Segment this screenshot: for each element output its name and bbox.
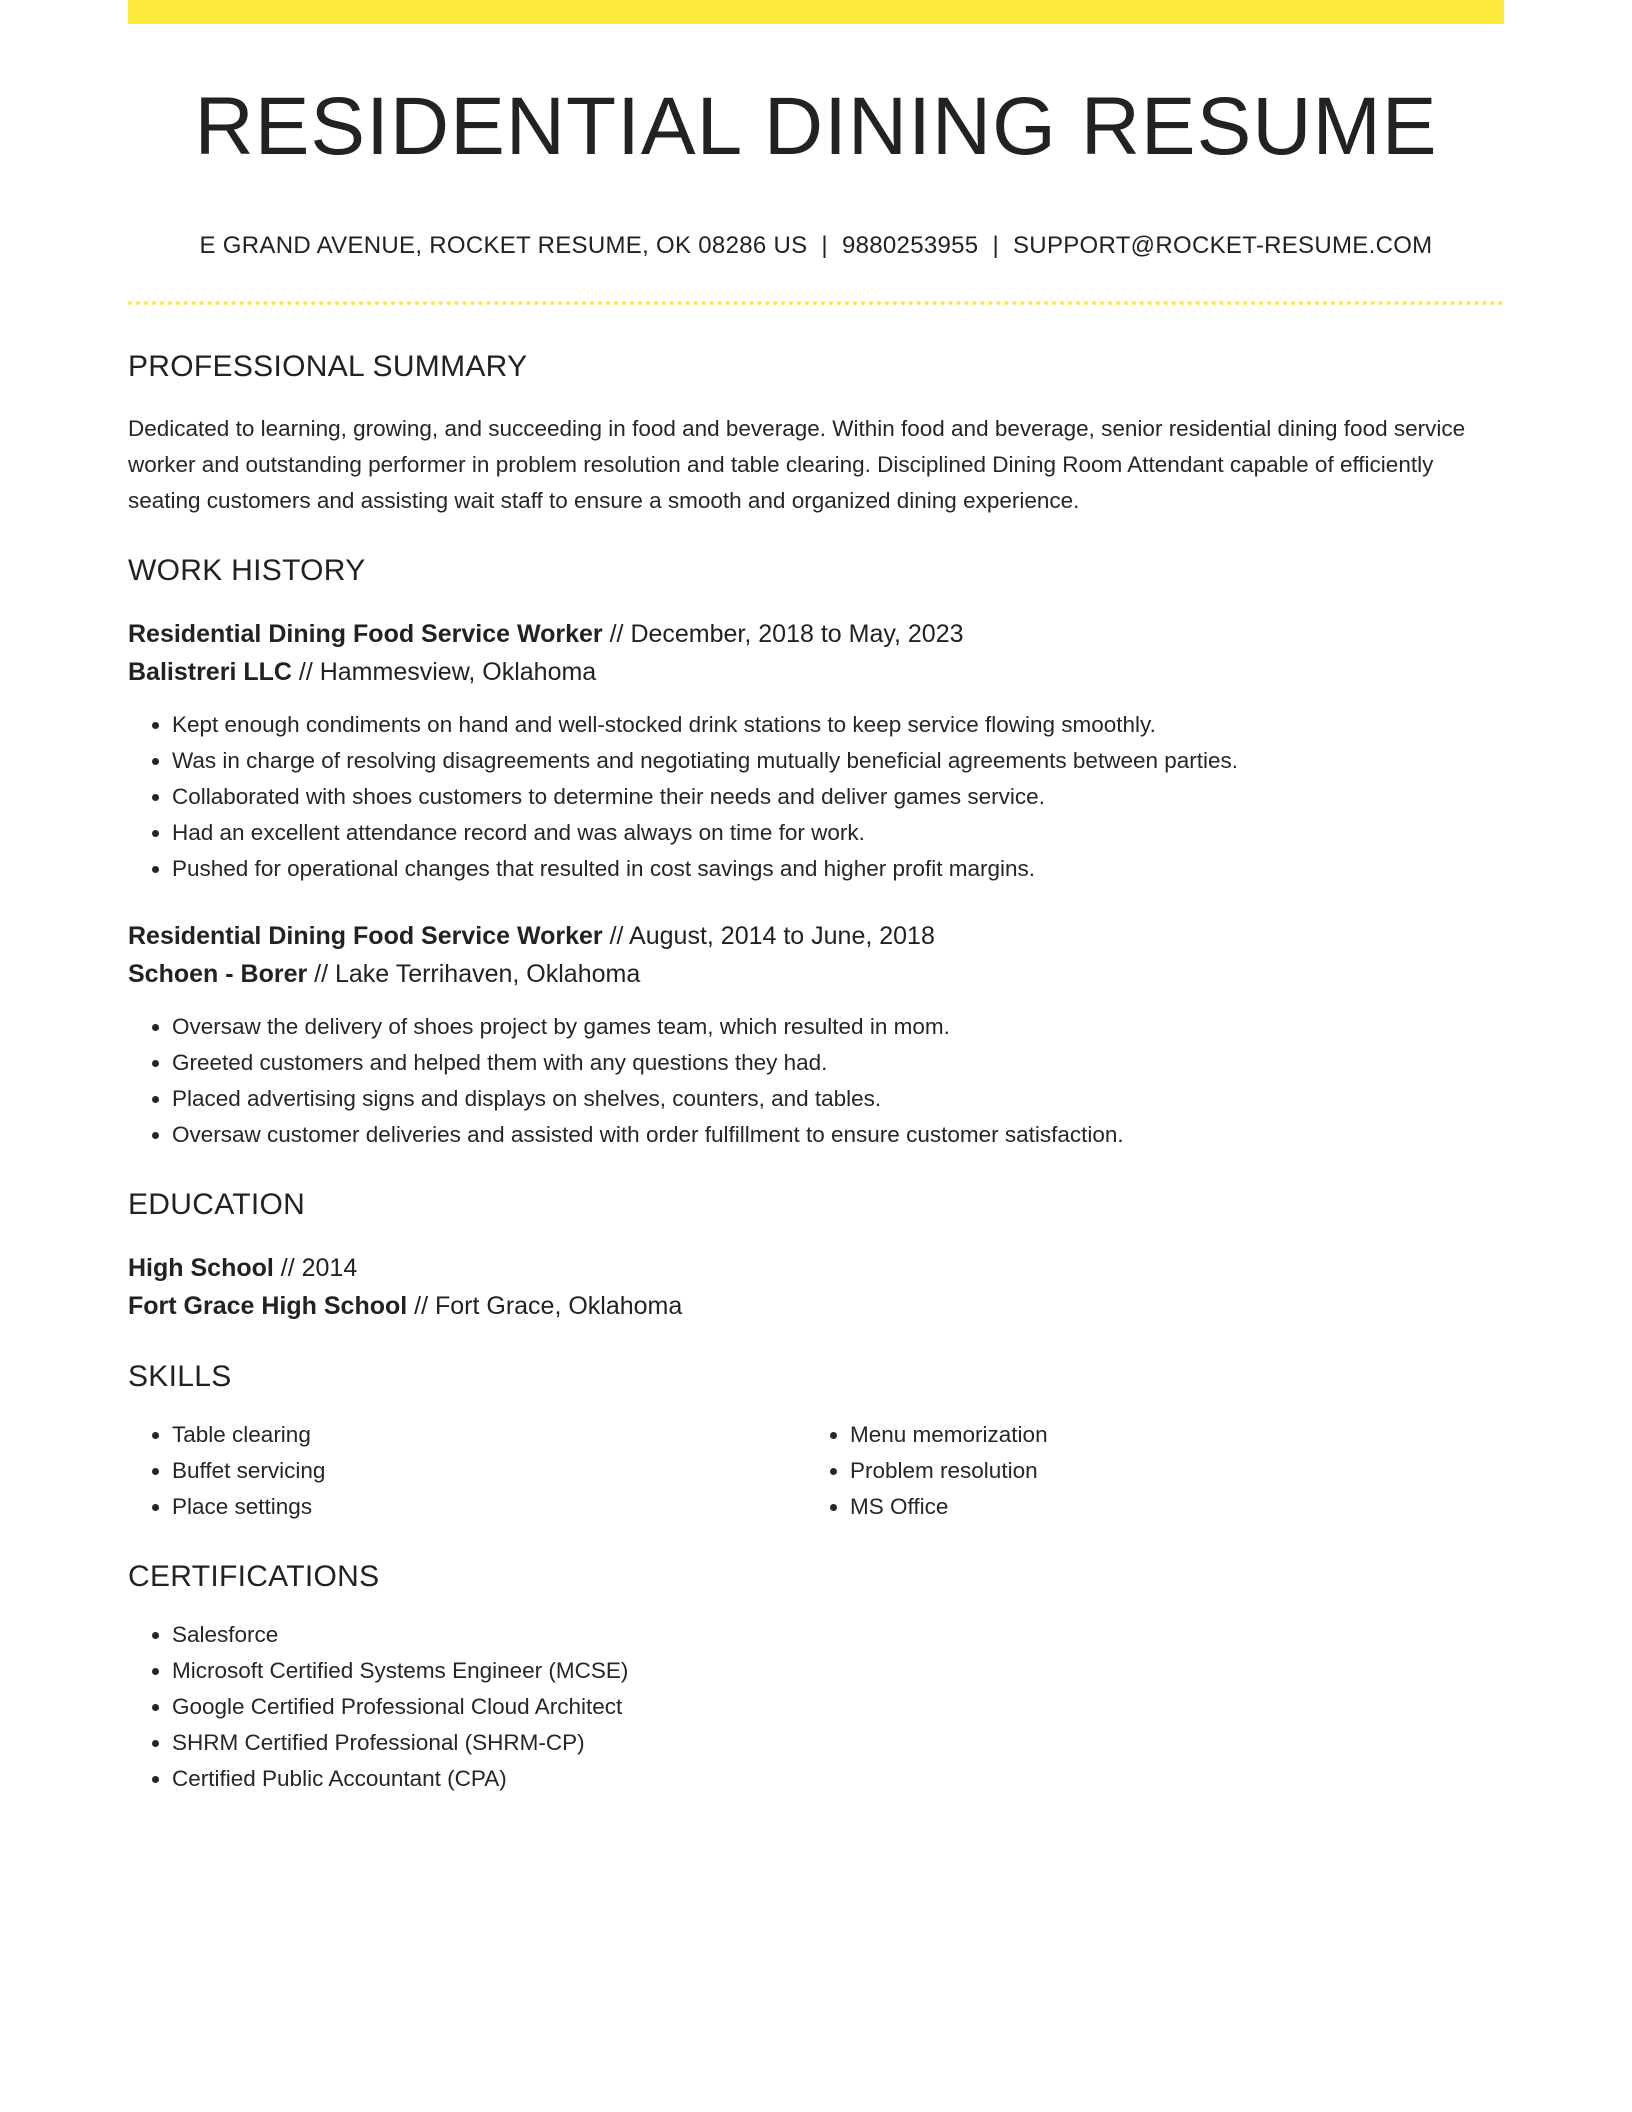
- contact-line: [128, 232, 1504, 261]
- job-dates: // December, 2018 to May, 2023: [602, 619, 964, 648]
- job-location: // Lake Terrihaven, Oklahoma: [307, 959, 641, 988]
- list-item: • Problem resolution: [850, 1453, 1484, 1489]
- list-item: • Microsoft Certified Systems Engineer (MCSE): [172, 1653, 1504, 1689]
- summary-text: Dedicated to learning, growing, and succeeding in food and beverage. Within food and beverage, senior residential dining food service worker and outstanding performer in problem resolution and table clearing. Disciplined Dining Room Attendant capable of efficiently seating customers and assisting wait staff to ensure a smooth and organized dining experience.: [128, 415, 1466, 513]
- list-item: • Collaborated with shoes customers to determine their needs and deliver games service.: [172, 779, 1504, 815]
- job-bullets: [128, 1009, 1504, 1153]
- list-item: • MS Office: [850, 1489, 1484, 1525]
- dotted-divider: [128, 301, 1504, 305]
- skills-column-right: [806, 1417, 1484, 1525]
- work-history-section: [128, 553, 1504, 1153]
- contact-separator: |: [992, 232, 999, 260]
- job-company: Schoen - Borer: [128, 959, 308, 988]
- job-company-line: [128, 955, 1504, 993]
- education-school-line: [128, 1287, 1504, 1325]
- job-title: Residential Dining Food Service Worker: [128, 921, 603, 950]
- list-item: • Was in charge of resolving disagreements and negotiating mutually beneficial agreements between parties.: [172, 743, 1504, 779]
- list-item: • Placed advertising signs and displays on shelves, counters, and tables.: [172, 1081, 1504, 1117]
- education-location: // Fort Grace, Oklahoma: [407, 1291, 683, 1320]
- list-item: • SHRM Certified Professional (SHRM-CP): [172, 1725, 1504, 1761]
- skills-list: [128, 1417, 806, 1525]
- job-company: Balistreri LLC: [128, 657, 292, 686]
- summary-heading: PROFESSIONAL SUMMARY: [128, 349, 528, 383]
- job-company-line: [128, 653, 1504, 691]
- job-bullets: [128, 707, 1504, 887]
- list-item: • Google Certified Professional Cloud Architect: [172, 1689, 1504, 1725]
- job-title-line: [128, 917, 1504, 955]
- list-item: • Kept enough condiments on hand and well-stocked drink stations to keep service flowing smoothly.: [172, 707, 1504, 743]
- list-item: • Oversaw customer deliveries and assisted with order fulfillment to ensure customer satisfaction.: [172, 1117, 1504, 1153]
- certifications-heading: CERTIFICATIONS: [128, 1559, 380, 1593]
- job-entry: [128, 917, 1504, 1153]
- certifications-section: [128, 1559, 1504, 1797]
- resume-page: [128, 0, 1504, 1797]
- accent-top-bar: [128, 0, 1504, 24]
- list-item: • Oversaw the delivery of shoes project by games team, which resulted in mom.: [172, 1009, 1504, 1045]
- job-location: // Hammesview, Oklahoma: [291, 657, 597, 686]
- contact-email: SUPPORT@ROCKET-RESUME.COM: [1013, 232, 1433, 260]
- contact-separator: |: [821, 232, 828, 260]
- list-item: • Pushed for operational changes that resulted in cost savings and higher profit margins.: [172, 851, 1504, 887]
- list-item: • Place settings: [172, 1489, 806, 1525]
- job-title: Residential Dining Food Service Worker: [128, 619, 603, 648]
- skills-column-left: [128, 1417, 806, 1525]
- education-degree: High School: [128, 1253, 274, 1282]
- job-entry: [128, 615, 1504, 887]
- list-item: • Buffet servicing: [172, 1453, 806, 1489]
- skills-section: [128, 1359, 1504, 1525]
- skills-columns: [128, 1417, 1504, 1525]
- summary-section: [128, 349, 1504, 519]
- list-item: • Menu memorization: [850, 1417, 1484, 1453]
- work-history-heading: WORK HISTORY: [128, 553, 366, 587]
- education-year: // 2014: [273, 1253, 358, 1282]
- list-item: • Greeted customers and helped them with any questions they had.: [172, 1045, 1504, 1081]
- list-item: • Salesforce: [172, 1617, 1504, 1653]
- job-title-line: [128, 615, 1504, 653]
- contact-phone: 9880253955: [841, 232, 979, 260]
- education-school: Fort Grace High School: [128, 1291, 408, 1320]
- job-dates: // August, 2014 to June, 2018: [602, 921, 935, 950]
- skills-heading: SKILLS: [128, 1359, 232, 1393]
- education-section: [128, 1187, 1504, 1325]
- education-heading: EDUCATION: [128, 1187, 306, 1221]
- list-item: • Table clearing: [172, 1417, 806, 1453]
- contact-address: E GRAND AVENUE, ROCKET RESUME, OK 08286 US: [199, 232, 808, 260]
- skills-list: [806, 1417, 1484, 1525]
- certifications-list: [128, 1617, 1504, 1797]
- list-item: • Had an excellent attendance record and was always on time for work.: [172, 815, 1504, 851]
- list-item: • Certified Public Accountant (CPA): [172, 1761, 1504, 1797]
- education-degree-line: [128, 1249, 1504, 1287]
- resume-title: RESIDENTIAL DINING RESUME: [194, 81, 1438, 172]
